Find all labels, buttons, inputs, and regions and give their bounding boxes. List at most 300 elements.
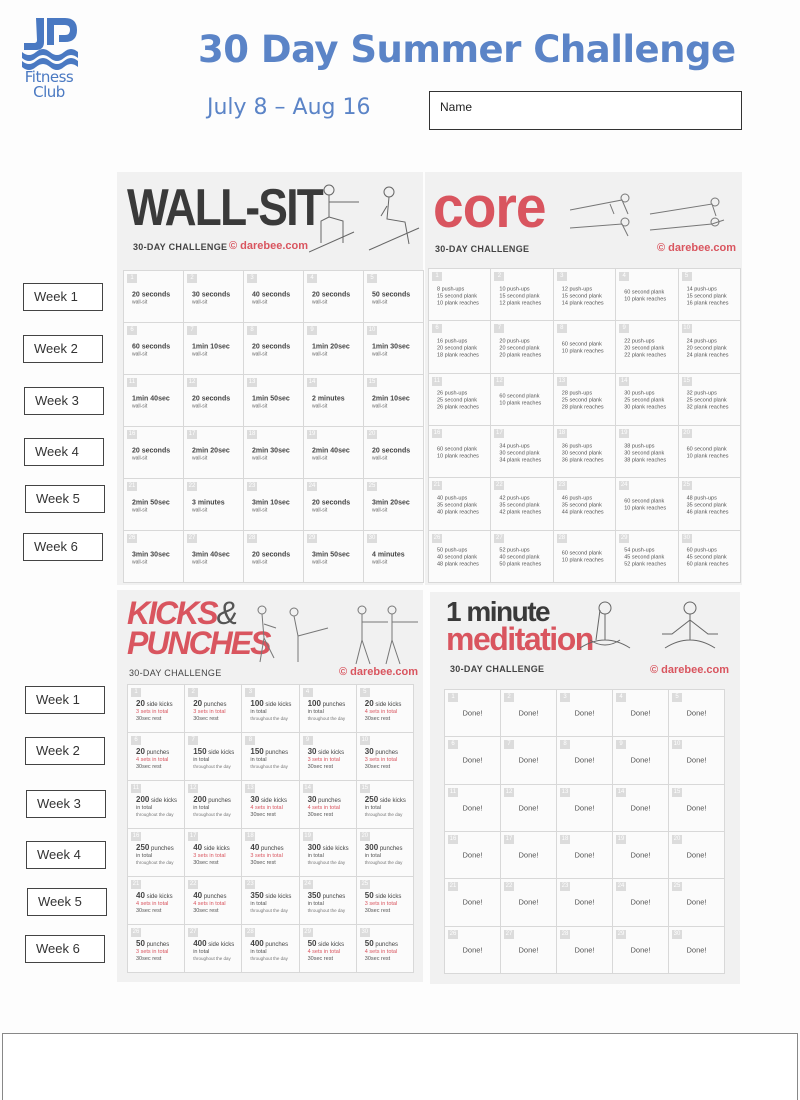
- kicks-punches-day-11[interactable]: [128, 781, 185, 829]
- rest-info: 30sec rest: [364, 907, 391, 914]
- day-content: [372, 394, 420, 410]
- exercise-name: punches: [265, 749, 289, 756]
- day-number: 6: [131, 736, 141, 745]
- meditation-day-21[interactable]: [445, 879, 501, 926]
- day-number: 20: [368, 431, 376, 437]
- meditation-day-13[interactable]: [557, 785, 613, 832]
- meditation-day-29[interactable]: [613, 927, 669, 974]
- exercise-count: [193, 748, 238, 757]
- duration: 2min 50sec: [132, 499, 170, 507]
- meditation-day-19[interactable]: [613, 832, 669, 879]
- core-day-8[interactable]: [554, 321, 616, 373]
- day-content: [562, 286, 612, 307]
- core-day-11[interactable]: [429, 374, 491, 426]
- kicks-punches-day-17[interactable]: [185, 829, 242, 877]
- name-field[interactable]: [429, 91, 742, 130]
- total-info: in total: [364, 852, 382, 859]
- total-info: in total: [250, 948, 267, 955]
- wall-sit-day-30[interactable]: [364, 531, 424, 583]
- kicks-punches-day-23[interactable]: [242, 877, 299, 925]
- core-day-20[interactable]: [679, 426, 741, 478]
- day-number: 7: [188, 736, 198, 745]
- exercise-count: [365, 844, 410, 853]
- kicks-punches-day-19[interactable]: [300, 829, 357, 877]
- wall-sit-day-25[interactable]: [364, 479, 424, 531]
- kicks-punches-day-7[interactable]: [185, 733, 242, 781]
- wall-sit-day-22[interactable]: [184, 479, 244, 531]
- meditation-day-25[interactable]: [669, 879, 725, 926]
- week-label-6: Week 6: [23, 533, 103, 561]
- exercise-line: 35 second plank: [437, 502, 478, 509]
- meditation-day-23[interactable]: [557, 879, 613, 926]
- day-content: [252, 498, 300, 514]
- core-day-14[interactable]: [616, 374, 678, 426]
- wall-sit-day-10[interactable]: [364, 323, 424, 375]
- exercise-line: 10 plank reaches: [437, 300, 479, 307]
- exercise-name: wall-sit: [252, 455, 268, 462]
- day-number: 25: [368, 483, 376, 489]
- exercise-name: punches: [146, 941, 170, 948]
- wall-sit-day-26[interactable]: [124, 531, 184, 583]
- meditation-day-20[interactable]: [669, 832, 725, 879]
- kicks-punches-day-28[interactable]: [242, 925, 299, 973]
- core-day-6[interactable]: [429, 321, 491, 373]
- name-label: Name: [440, 100, 473, 114]
- core-day-19[interactable]: [616, 426, 678, 478]
- rest-info: 30sec rest: [364, 955, 391, 962]
- week-label-4: Week 4: [26, 841, 106, 869]
- count: 30: [307, 746, 317, 756]
- exercise-line: 22 plank reaches: [624, 352, 667, 359]
- kicks-punches-day-25[interactable]: [357, 877, 414, 925]
- meditation-day-22[interactable]: [501, 879, 557, 926]
- exercise-name: wall-sit: [312, 507, 328, 514]
- day-content: [365, 747, 410, 770]
- done-label: Done!: [686, 850, 707, 860]
- exercise-line: 20 plank reaches: [499, 352, 542, 359]
- day-number: 29: [620, 534, 628, 541]
- day-content: [499, 339, 549, 360]
- exercise-count: [250, 748, 295, 757]
- kicks-punches-day-16[interactable]: [128, 829, 185, 877]
- exercise-line: 35 second plank: [561, 502, 602, 509]
- exercise-name: side kicks: [322, 845, 349, 852]
- day-number: 9: [303, 736, 313, 745]
- wall-sit-day-29[interactable]: [304, 531, 364, 583]
- exercise-count: [308, 844, 353, 853]
- day-number: 1: [131, 688, 141, 697]
- sets-info: 3 sets in total: [136, 708, 169, 715]
- exercise-count: [308, 700, 353, 709]
- kicks-punches-day-3[interactable]: [242, 685, 299, 733]
- day-content: [192, 394, 240, 410]
- day-content: [372, 550, 420, 566]
- core-day-23[interactable]: [554, 478, 616, 530]
- day-content: [365, 891, 410, 914]
- meditation-day-3[interactable]: [557, 690, 613, 737]
- exercise-name: wall-sit: [132, 351, 148, 358]
- exercise-name: wall-sit: [372, 507, 388, 514]
- done-label: Done!: [462, 945, 483, 955]
- meditation-day-28[interactable]: [557, 927, 613, 974]
- wall-sit-day-13[interactable]: [244, 375, 304, 427]
- exercise-name: side kicks: [265, 701, 292, 708]
- meditation-day-17[interactable]: [501, 832, 557, 879]
- exercise-count: [250, 795, 295, 804]
- wall-sit-day-15[interactable]: [364, 375, 424, 427]
- day-number: 30: [683, 534, 690, 541]
- exercise-line: 16 plank reaches: [686, 300, 729, 307]
- count: 350: [250, 890, 264, 900]
- day-number: 8: [560, 740, 570, 749]
- day-content: [250, 700, 295, 722]
- kicks-punches-day-6[interactable]: [128, 733, 185, 781]
- count: 40: [250, 842, 260, 852]
- meditation-day-7[interactable]: [501, 737, 557, 784]
- timing-info: throughout the day: [307, 907, 346, 913]
- wall-sit-day-2[interactable]: [184, 271, 244, 323]
- count: 200: [136, 794, 150, 804]
- day-number: 12: [505, 788, 513, 795]
- meditation-day-2[interactable]: [501, 690, 557, 737]
- wall-sit-day-27[interactable]: [184, 531, 244, 583]
- rest-info: 30sec rest: [136, 715, 162, 722]
- day-number: 2: [187, 274, 197, 283]
- kicks-punches-day-27[interactable]: [185, 925, 242, 973]
- meditation-day-24[interactable]: [613, 879, 669, 926]
- total-info: in total: [307, 708, 324, 715]
- kicks-punches-day-22[interactable]: [185, 877, 242, 925]
- wall-sit-day-24[interactable]: [304, 479, 364, 531]
- wall-sit-day-11[interactable]: [124, 375, 184, 427]
- count: 30: [307, 794, 317, 804]
- meditation-day-14[interactable]: [613, 785, 669, 832]
- kicks-punches-day-13[interactable]: [242, 781, 299, 829]
- timing-info: throughout the day: [364, 859, 403, 865]
- core-day-18[interactable]: [554, 426, 616, 478]
- day-number: 28: [248, 535, 256, 541]
- core-day-17[interactable]: [491, 426, 553, 478]
- duration: 3 minutes: [192, 499, 225, 507]
- kicks-punches-credit: © darebee.com: [339, 666, 419, 678]
- kicks-punches-day-30[interactable]: [357, 925, 414, 973]
- sets-info: 4 sets in total: [307, 804, 341, 811]
- rest-info: 30sec rest: [307, 811, 333, 818]
- kicks-punches-day-15[interactable]: [357, 781, 414, 829]
- core-day-5[interactable]: [679, 269, 741, 321]
- done-label: Done!: [518, 708, 539, 718]
- day-number: 15: [673, 788, 681, 795]
- day-number: 3: [247, 274, 257, 283]
- meditation-day-30[interactable]: [669, 927, 725, 974]
- exercise-line: 14 plank reaches: [561, 300, 604, 307]
- day-content: [192, 290, 240, 306]
- meditation-subtitle: 30-DAY CHALLENGE: [450, 664, 545, 674]
- core-day-27[interactable]: [491, 531, 553, 583]
- exercise-line: 40 push-ups: [437, 495, 468, 502]
- exercise-name: wall-sit: [192, 559, 208, 566]
- logo-line-2: Club: [33, 83, 65, 101]
- core-day-16[interactable]: [429, 426, 491, 478]
- done-label: Done!: [462, 755, 483, 765]
- exercise-line: 15 second plank: [499, 293, 540, 300]
- day-number: 8: [247, 326, 257, 335]
- core-day-13[interactable]: [554, 374, 616, 426]
- exercise-line: 35 second plank: [686, 502, 727, 509]
- core-day-21[interactable]: [429, 478, 491, 530]
- exercise-line: 10 push-ups: [499, 286, 530, 293]
- core-day-9[interactable]: [616, 321, 678, 373]
- kicks-punches-day-18[interactable]: [242, 829, 299, 877]
- done-label: Done!: [574, 755, 595, 765]
- day-number: 11: [132, 785, 140, 791]
- day-number: 11: [449, 788, 457, 795]
- meditation-day-15[interactable]: [669, 785, 725, 832]
- day-content: [132, 394, 180, 410]
- day-content: [372, 446, 420, 462]
- wall-sit-day-23[interactable]: [244, 479, 304, 531]
- meditating-figures-icon: [580, 598, 730, 660]
- exercise-line: 36 plank reaches: [561, 457, 604, 464]
- day-content: [562, 551, 612, 565]
- count: 20: [364, 698, 374, 708]
- day-content: [252, 342, 300, 358]
- exercise-line: 10 plank reaches: [437, 453, 479, 460]
- meditation-day-4[interactable]: [613, 690, 669, 737]
- wall-sit-day-16[interactable]: [124, 427, 184, 479]
- kicks-punches-day-2[interactable]: [185, 685, 242, 733]
- exercise-line: 45 second plank: [624, 554, 665, 561]
- exercise-name: side kicks: [151, 797, 178, 804]
- meditation-day-27[interactable]: [501, 927, 557, 974]
- day-number: 3: [560, 693, 570, 702]
- wall-sit-day-12[interactable]: [184, 375, 244, 427]
- day-number: 16: [449, 835, 457, 842]
- wall-sit-day-3[interactable]: [244, 271, 304, 323]
- core-day-1[interactable]: [429, 269, 491, 321]
- exercise-name: wall-sit: [372, 351, 388, 358]
- wall-sit-subtitle: 30-DAY CHALLENGE: [133, 242, 228, 252]
- logo-line-1: Fitness: [24, 68, 74, 86]
- exercise-count: [136, 844, 181, 853]
- total-info: in total: [250, 756, 267, 763]
- day-number: 1: [127, 274, 137, 283]
- rest-info: 30sec rest: [193, 907, 219, 914]
- core-day-15[interactable]: [679, 374, 741, 426]
- done-label: Done!: [518, 755, 539, 765]
- day-content: [192, 550, 240, 566]
- kicks-punches-day-12[interactable]: [185, 781, 242, 829]
- done-label: Done!: [686, 803, 707, 813]
- kicks-punches-day-21[interactable]: [128, 877, 185, 925]
- exercise-line: 12 push-ups: [561, 286, 593, 293]
- core-day-28[interactable]: [554, 531, 616, 583]
- exercise-line: 60 push-ups: [686, 547, 717, 554]
- day-content: [136, 891, 181, 914]
- exercise-name: punches: [318, 797, 341, 804]
- count: 300: [364, 842, 379, 852]
- core-day-29[interactable]: [616, 531, 678, 583]
- exercise-line: 36 push-ups: [561, 443, 593, 450]
- core-day-24[interactable]: [616, 478, 678, 530]
- done-label: Done!: [462, 897, 483, 907]
- day-number: 12: [188, 379, 196, 385]
- kicks-punches-day-4[interactable]: [300, 685, 357, 733]
- wall-sit-day-18[interactable]: [244, 427, 304, 479]
- exercise-line: 10 plank reaches: [686, 453, 729, 460]
- wall-sit-day-17[interactable]: [184, 427, 244, 479]
- day-number: 10: [683, 325, 690, 332]
- day-content: [365, 796, 410, 818]
- exercise-count: [136, 796, 181, 805]
- exercise-line: 46 push-ups: [561, 495, 593, 502]
- wall-sit-day-4[interactable]: [304, 271, 364, 323]
- sets-info: 4 sets in total: [193, 900, 226, 907]
- exercise-name: punches: [208, 797, 231, 804]
- wall-sit-day-9[interactable]: [304, 323, 364, 375]
- day-number: 7: [494, 324, 504, 333]
- done-label: Done!: [574, 708, 595, 718]
- day-content: [136, 939, 181, 962]
- kicks-punches-day-8[interactable]: [242, 733, 299, 781]
- duration: 1min 30sec: [372, 343, 410, 351]
- total-info: in total: [136, 804, 153, 811]
- exercise-name: wall-sit: [312, 299, 328, 306]
- count: 20: [136, 698, 145, 708]
- day-number: 12: [189, 785, 197, 791]
- day-content: [250, 843, 295, 866]
- duration: 20 seconds: [132, 447, 171, 455]
- day-content: [193, 748, 238, 770]
- exercise-line: 15 second plank: [437, 293, 478, 300]
- core-day-12[interactable]: [491, 374, 553, 426]
- exercise-line: 10 plank reaches: [624, 505, 667, 512]
- meditation-day-18[interactable]: [557, 832, 613, 879]
- core-day-7[interactable]: [491, 321, 553, 373]
- wall-sit-day-21[interactable]: [124, 479, 184, 531]
- day-number: 21: [433, 482, 441, 489]
- wall-sit-day-19[interactable]: [304, 427, 364, 479]
- day-number: 26: [433, 534, 441, 541]
- wall-sit-day-28[interactable]: [244, 531, 304, 583]
- day-content: [308, 700, 353, 722]
- kicks-punches-day-26[interactable]: [128, 925, 185, 973]
- meditation-day-12[interactable]: [501, 785, 557, 832]
- exercise-name: punches: [322, 893, 346, 900]
- day-number: 26: [132, 929, 140, 935]
- kicks-punches-day-14[interactable]: [300, 781, 357, 829]
- exercise-name: wall-sit: [372, 455, 388, 462]
- wall-sit-day-14[interactable]: [304, 375, 364, 427]
- kicks-punches-day-24[interactable]: [300, 877, 357, 925]
- wall-sit-day-20[interactable]: [364, 427, 424, 479]
- count: 40: [193, 890, 203, 900]
- exercise-line: 34 push-ups: [499, 443, 530, 450]
- day-number: 10: [361, 737, 369, 743]
- core-day-3[interactable]: [554, 269, 616, 321]
- wall-sit-day-6[interactable]: [124, 323, 184, 375]
- exercise-line: 24 push-ups: [686, 338, 717, 345]
- done-label: Done!: [462, 803, 483, 813]
- kicks-punches-day-5[interactable]: [357, 685, 414, 733]
- day-number: 14: [617, 788, 625, 795]
- core-day-25[interactable]: [679, 478, 741, 530]
- total-info: in total: [364, 804, 382, 811]
- meditation-day-6[interactable]: [445, 737, 501, 784]
- kicks-punches-day-9[interactable]: [300, 733, 357, 781]
- day-content: [687, 286, 737, 307]
- kicks-punches-day-1[interactable]: [128, 685, 185, 733]
- rest-info: 30sec rest: [250, 811, 276, 818]
- exercise-line: 42 push-ups: [499, 495, 530, 502]
- kicks-title: KICKS: [127, 595, 217, 631]
- core-day-22[interactable]: [491, 478, 553, 530]
- kicks-punches-day-29[interactable]: [300, 925, 357, 973]
- day-number: 8: [557, 324, 567, 333]
- wall-sit-day-1[interactable]: [124, 271, 184, 323]
- exercise-count: [193, 843, 238, 852]
- core-day-26[interactable]: [429, 531, 491, 583]
- duration: 30 seconds: [192, 291, 231, 299]
- exercise-name: wall-sit: [312, 455, 328, 462]
- exercise-name: punches: [322, 701, 346, 708]
- exercise-line: 34 plank reaches: [499, 457, 542, 464]
- exercise-line: 30 second plank: [561, 450, 602, 457]
- sets-info: 4 sets in total: [136, 756, 169, 763]
- exercise-line: 40 second plank: [437, 554, 478, 561]
- total-info: in total: [193, 948, 210, 955]
- meditation-day-1[interactable]: [445, 690, 501, 737]
- core-day-30[interactable]: [679, 531, 741, 583]
- exercise-line: 60 second plank: [561, 550, 602, 557]
- exercise-name: side kicks: [375, 701, 402, 708]
- meditation-day-5[interactable]: [669, 690, 725, 737]
- exercise-name: side kicks: [208, 941, 235, 948]
- day-content: [193, 940, 238, 962]
- kicks-punches-day-10[interactable]: [357, 733, 414, 781]
- meditation-day-16[interactable]: [445, 832, 501, 879]
- exercise-line: 10 plank reaches: [561, 348, 604, 355]
- wall-sit-day-5[interactable]: [364, 271, 424, 323]
- meditation-day-26[interactable]: [445, 927, 501, 974]
- done-label: Done!: [518, 945, 539, 955]
- exercise-line: 40 plank reaches: [437, 509, 479, 516]
- exercise-name: punches: [151, 845, 174, 852]
- exercise-name: wall-sit: [192, 455, 208, 462]
- exercise-line: 18 plank reaches: [437, 352, 479, 359]
- day-number: 19: [617, 835, 625, 842]
- day-content: [132, 290, 180, 306]
- meditation-day-9[interactable]: [613, 737, 669, 784]
- exercise-line: 14 push-ups: [686, 286, 717, 293]
- wall-sit-day-8[interactable]: [244, 323, 304, 375]
- wall-sit-day-7[interactable]: [184, 323, 244, 375]
- exercise-count: [308, 892, 353, 901]
- exercise-name: punches: [203, 701, 227, 708]
- core-day-10[interactable]: [679, 321, 741, 373]
- count: 150: [250, 746, 264, 756]
- kicks-punches-day-20[interactable]: [357, 829, 414, 877]
- meditation-day-8[interactable]: [557, 737, 613, 784]
- meditation-day-10[interactable]: [669, 737, 725, 784]
- core-day-2[interactable]: [491, 269, 553, 321]
- timing-info: throughout the day: [193, 811, 231, 817]
- sets-info: 3 sets in total: [364, 756, 398, 763]
- day-number: 18: [558, 429, 566, 436]
- core-day-4[interactable]: [616, 269, 678, 321]
- meditation-grid: [444, 689, 725, 974]
- meditation-day-11[interactable]: [445, 785, 501, 832]
